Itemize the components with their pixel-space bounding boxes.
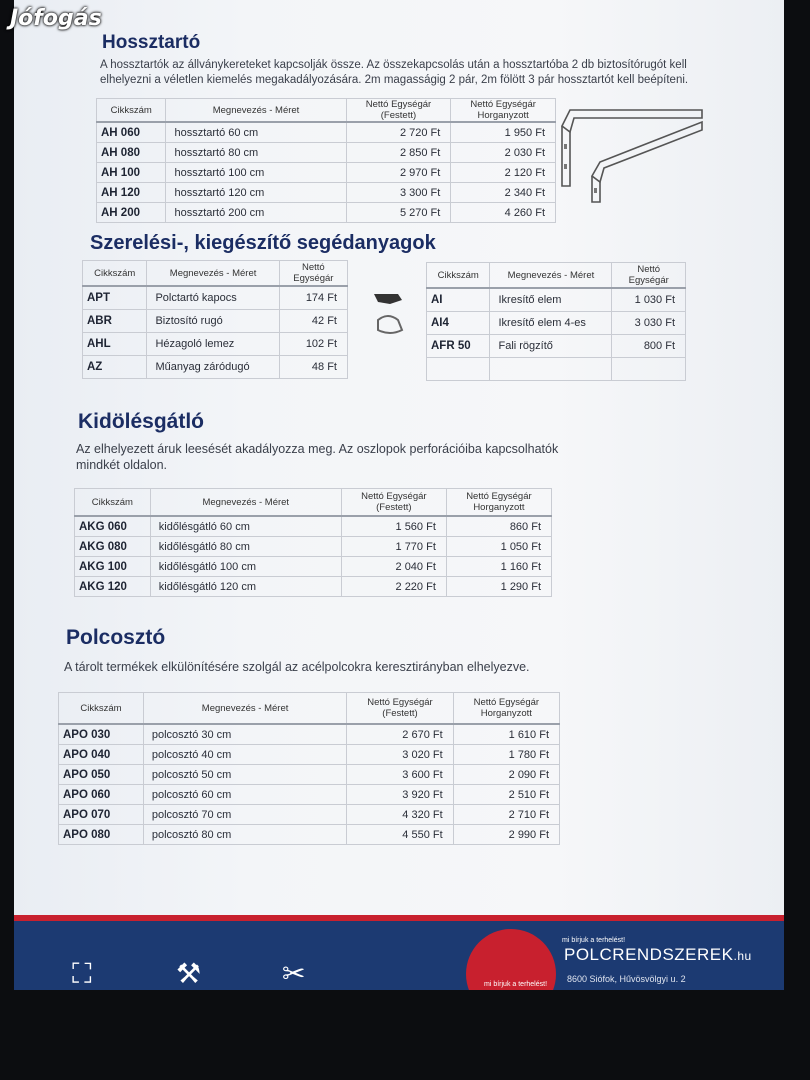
price-galvanized: 2 120 Ft bbox=[451, 163, 556, 183]
price-painted: 1 560 Ft bbox=[341, 516, 446, 537]
col-header-painted: Nettó Egységár (Festett) bbox=[347, 693, 453, 725]
item-name: Polctartó kapocs bbox=[147, 286, 279, 310]
table-row bbox=[97, 163, 556, 183]
price-painted: 2 220 Ft bbox=[341, 577, 446, 597]
table-row bbox=[97, 143, 556, 163]
table-row bbox=[59, 785, 560, 805]
brand-name bbox=[564, 945, 752, 965]
price-galvanized: 2 030 Ft bbox=[451, 143, 556, 163]
price-painted: 2 670 Ft bbox=[347, 724, 453, 745]
section-title-polcoszto: Polcosztó bbox=[66, 626, 166, 649]
item-code: AI bbox=[427, 288, 490, 312]
item-code: APO 080 bbox=[59, 825, 144, 845]
item-price: 174 Ft bbox=[279, 286, 347, 310]
item-name: hossztartó 80 cm bbox=[166, 143, 346, 163]
price-painted: 2 850 Ft bbox=[346, 143, 451, 163]
item-name: Ikresítő elem bbox=[490, 288, 612, 312]
price-galvanized: 1 610 Ft bbox=[453, 724, 559, 745]
item-name: polcosztó 70 cm bbox=[143, 805, 346, 825]
table-row bbox=[83, 356, 348, 379]
table-row bbox=[83, 333, 348, 356]
price-painted: 2 720 Ft bbox=[346, 122, 451, 143]
price-painted: 2 970 Ft bbox=[346, 163, 451, 183]
col-header-name: Megnevezés - Méret bbox=[150, 489, 341, 517]
section-title-kidoles: Kidölésgátló bbox=[78, 410, 205, 433]
item-price: 800 Ft bbox=[612, 335, 686, 358]
item-price: 1 030 Ft bbox=[612, 288, 686, 312]
brand-main: POLCRENDSZEREK bbox=[564, 945, 734, 964]
item-code: AZ bbox=[83, 356, 147, 379]
item-price: 3 030 Ft bbox=[612, 312, 686, 335]
table-row bbox=[427, 288, 686, 312]
price-galvanized: 2 510 Ft bbox=[453, 785, 559, 805]
price-painted: 3 600 Ft bbox=[347, 765, 453, 785]
item-code bbox=[427, 358, 490, 381]
col-header-price: Nettó Egységár bbox=[612, 263, 686, 289]
item-code: AH 060 bbox=[97, 122, 166, 143]
price-painted: 4 550 Ft bbox=[347, 825, 453, 845]
hossztarto-description: A hossztartók az állványkereteket kapcsolják össze. Az összekapcsolás után a hossztartóba 2 db biztosítórugót kell elhelyezni a véletlen kiemelés megakadályozására. 2m magasságig 2 pár, 2m fölött 3 pár hossztartót kell beépíteni. bbox=[100, 59, 689, 86]
item-code: AFR 50 bbox=[427, 335, 490, 358]
brand-address: 8600 Siófok, Hűvösvölgyi u. 2 bbox=[567, 974, 686, 984]
table-row bbox=[75, 537, 552, 557]
price-galvanized: 2 340 Ft bbox=[451, 183, 556, 203]
item-code: AKG 060 bbox=[75, 516, 151, 537]
price-painted: 5 270 Ft bbox=[346, 203, 451, 223]
table-row bbox=[97, 122, 556, 143]
price-galvanized: 1 160 Ft bbox=[446, 557, 551, 577]
item-code: APO 050 bbox=[59, 765, 144, 785]
item-name: kidőlésgátló 120 cm bbox=[150, 577, 341, 597]
item-name: Ikresítő elem 4-es bbox=[490, 312, 612, 335]
item-name: hossztartó 60 cm bbox=[166, 122, 346, 143]
footer-stripe bbox=[14, 915, 784, 921]
col-header-code: Cikkszám bbox=[427, 263, 490, 289]
price-galvanized: 1 950 Ft bbox=[451, 122, 556, 143]
table-row bbox=[59, 745, 560, 765]
table-row bbox=[97, 203, 556, 223]
col-header-name: Megnevezés - Méret bbox=[166, 99, 346, 123]
item-name: Hézagoló lemez bbox=[147, 333, 279, 356]
item-name: hossztartó 100 cm bbox=[166, 163, 346, 183]
wrench-icon: ✂ bbox=[282, 957, 306, 990]
item-code: AH 200 bbox=[97, 203, 166, 223]
col-header-name: Megnevezés - Méret bbox=[143, 693, 346, 725]
col-header-galv: Nettó Egységár Horganyzott bbox=[446, 489, 551, 517]
table-row bbox=[427, 358, 686, 381]
table-row bbox=[75, 516, 552, 537]
price-painted: 3 920 Ft bbox=[347, 785, 453, 805]
price-sheet bbox=[14, 0, 784, 990]
item-name: kidőlésgátló 100 cm bbox=[150, 557, 341, 577]
item-name: polcosztó 30 cm bbox=[143, 724, 346, 745]
item-name: polcosztó 50 cm bbox=[143, 765, 346, 785]
col-header-painted: Nettó Egységár (Festett) bbox=[341, 489, 446, 517]
price-painted: 1 770 Ft bbox=[341, 537, 446, 557]
item-name bbox=[490, 358, 612, 381]
item-code: AH 120 bbox=[97, 183, 166, 203]
item-name: Fali rögzítő bbox=[490, 335, 612, 358]
table-row bbox=[83, 286, 348, 310]
price-galvanized: 2 990 Ft bbox=[453, 825, 559, 845]
price-painted: 3 020 Ft bbox=[347, 745, 453, 765]
item-name: kidőlésgátló 80 cm bbox=[150, 537, 341, 557]
col-header-galv: Nettó Egységár Horganyzott bbox=[451, 99, 556, 123]
col-header-painted: Nettó Egységár (Festett) bbox=[346, 99, 451, 123]
item-code: AKG 080 bbox=[75, 537, 151, 557]
col-header-code: Cikkszám bbox=[59, 693, 144, 725]
table-row bbox=[59, 765, 560, 785]
tool-icon: ⚒ bbox=[176, 957, 202, 990]
item-price: 48 Ft bbox=[279, 356, 347, 379]
item-code: APT bbox=[83, 286, 147, 310]
section-title-szerelesi: Szerelési-, kiegészítő segédanyagok bbox=[90, 232, 436, 254]
item-code: AH 100 bbox=[97, 163, 166, 183]
col-header-name: Megnevezés - Méret bbox=[147, 261, 279, 287]
table-row bbox=[59, 805, 560, 825]
item-name: polcosztó 40 cm bbox=[143, 745, 346, 765]
item-code: APO 030 bbox=[59, 724, 144, 745]
item-name: polcosztó 60 cm bbox=[143, 785, 346, 805]
item-name: hossztartó 120 cm bbox=[166, 183, 346, 203]
shelf-icon: ⛶ bbox=[72, 957, 92, 990]
item-code: AKG 100 bbox=[75, 557, 151, 577]
clip-illustration bbox=[368, 290, 412, 340]
item-price: 102 Ft bbox=[279, 333, 347, 356]
item-name: kidőlésgátló 60 cm bbox=[150, 516, 341, 537]
item-price bbox=[612, 358, 686, 381]
table-row bbox=[59, 825, 560, 845]
item-code: AH 080 bbox=[97, 143, 166, 163]
kidoles-description: Az elhelyezett áruk leesését akadályozza meg. Az oszlopok perforációiba kapcsolhatók mindkét oldalon. bbox=[76, 442, 559, 472]
table-row bbox=[97, 183, 556, 203]
col-header-galv: Nettó Egységár Horganyzott bbox=[453, 693, 559, 725]
item-name: hossztartó 200 cm bbox=[166, 203, 346, 223]
col-header-code: Cikkszám bbox=[83, 261, 147, 287]
item-code: AI4 bbox=[427, 312, 490, 335]
price-galvanized: 1 780 Ft bbox=[453, 745, 559, 765]
item-code: ABR bbox=[83, 310, 147, 333]
hossztarto-table bbox=[96, 98, 556, 223]
watermark: Jófogás bbox=[10, 6, 102, 31]
item-name: Műanyag záródugó bbox=[147, 356, 279, 379]
brand-tld: .hu bbox=[733, 949, 752, 963]
item-code: AKG 120 bbox=[75, 577, 151, 597]
col-header-code: Cikkszám bbox=[75, 489, 151, 517]
col-header-code: Cikkszám bbox=[97, 99, 166, 123]
szerelesi-table-left bbox=[82, 260, 348, 379]
table-row bbox=[83, 310, 348, 333]
price-galvanized: 4 260 Ft bbox=[451, 203, 556, 223]
price-painted: 2 040 Ft bbox=[341, 557, 446, 577]
brand-slogan: mi bírjuk a terhelést! bbox=[562, 937, 626, 944]
beam-illustration bbox=[552, 96, 712, 206]
item-code: APO 060 bbox=[59, 785, 144, 805]
item-code: AHL bbox=[83, 333, 147, 356]
table-row bbox=[427, 335, 686, 358]
polcoszto-description: A tárolt termékek elkülönítésére szolgál az acélpolcokra keresztirányban elhelyezve. bbox=[64, 660, 530, 674]
table-row bbox=[75, 577, 552, 597]
price-painted: 4 320 Ft bbox=[347, 805, 453, 825]
item-price: 42 Ft bbox=[279, 310, 347, 333]
footer-banner bbox=[14, 915, 784, 990]
item-code: APO 070 bbox=[59, 805, 144, 825]
logo-slogan: mi bírjuk a terhelést! bbox=[484, 981, 548, 988]
price-galvanized: 860 Ft bbox=[446, 516, 551, 537]
section-title-hossztarto: Hossztartó bbox=[102, 32, 201, 53]
table-row bbox=[427, 312, 686, 335]
price-galvanized: 2 090 Ft bbox=[453, 765, 559, 785]
price-painted: 3 300 Ft bbox=[346, 183, 451, 203]
col-header-price: Nettó Egységár bbox=[279, 261, 347, 287]
szerelesi-table-right bbox=[426, 262, 686, 381]
item-name: Biztosító rugó bbox=[147, 310, 279, 333]
polcoszto-table bbox=[58, 692, 560, 845]
table-row bbox=[59, 724, 560, 745]
kidoles-table bbox=[74, 488, 552, 597]
price-galvanized: 2 710 Ft bbox=[453, 805, 559, 825]
price-galvanized: 1 290 Ft bbox=[446, 577, 551, 597]
item-code: APO 040 bbox=[59, 745, 144, 765]
col-header-name: Megnevezés - Méret bbox=[490, 263, 612, 289]
price-galvanized: 1 050 Ft bbox=[446, 537, 551, 557]
table-row bbox=[75, 557, 552, 577]
item-name: polcosztó 80 cm bbox=[143, 825, 346, 845]
